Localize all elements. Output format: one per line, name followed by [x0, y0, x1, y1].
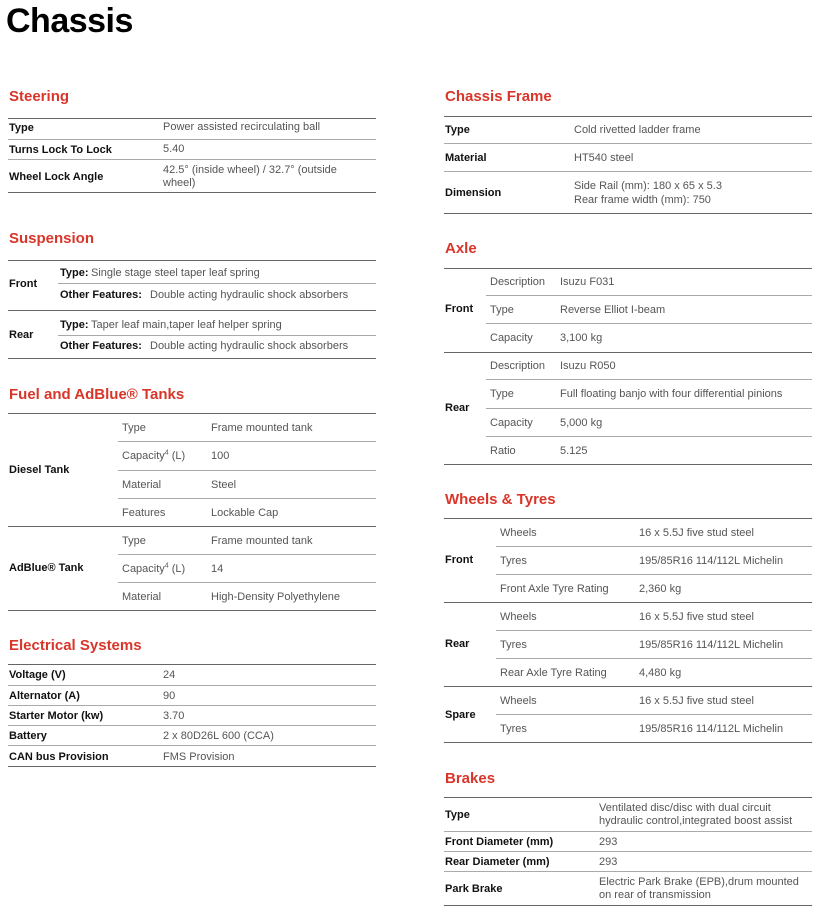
diesel-material-value: Steel: [211, 479, 237, 491]
divider: [444, 686, 812, 687]
divider: [118, 441, 376, 442]
steering-type-label: Type: [9, 122, 34, 134]
wheels-rear-label: Rear: [445, 638, 470, 650]
suspension-heading: Suspension: [9, 230, 95, 247]
adblue-type-value: Frame mounted tank: [211, 535, 313, 547]
axle-front-label: Front: [445, 303, 474, 315]
front-tyre-rating-value: 2,360 kg: [639, 583, 682, 595]
rear-tyres-label: Tyres: [500, 639, 527, 651]
axle-front-desc-label: Description: [490, 276, 546, 288]
divider: [58, 283, 376, 284]
divider: [444, 742, 812, 743]
starter-motor-value: 3.70: [163, 710, 185, 722]
brakes-heading: Brakes: [445, 770, 496, 787]
steering-heading: Steering: [9, 88, 70, 105]
wheels-spare-label: Spare: [445, 709, 476, 721]
divider: [444, 213, 812, 214]
suspension-front-type-value: Single stage steel taper leaf spring: [91, 267, 260, 279]
divider: [118, 470, 376, 471]
axle-rear-capacity-value: 5,000 kg: [560, 417, 603, 429]
can-bus-label: CAN bus Provision: [9, 751, 109, 763]
divider: [444, 871, 812, 872]
divider: [8, 705, 376, 706]
suspension-front-label: Front: [9, 278, 38, 290]
divider: [8, 766, 376, 767]
divider: [8, 685, 376, 686]
park-brake-label: Park Brake: [445, 883, 503, 895]
battery-label: Battery: [9, 730, 47, 742]
diesel-type-label: Type: [122, 422, 146, 434]
suspension-front-other-label: Other Features:: [60, 289, 142, 301]
frame-dimension-label: Dimension: [445, 187, 502, 199]
diesel-features-value: Lockable Cap: [211, 507, 279, 519]
divider: [496, 574, 812, 575]
divider: [8, 610, 376, 611]
divider: [8, 159, 376, 160]
adblue-capacity-value: 14: [211, 563, 224, 575]
axle-rear-capacity-label: Capacity: [490, 417, 533, 429]
axle-heading: Axle: [445, 240, 477, 257]
divider: [58, 335, 376, 336]
front-diameter-label: Front Diameter (mm): [445, 836, 554, 848]
front-tyres-value: 195/85R16 114/112L Michelin: [639, 555, 784, 567]
divider: [8, 745, 376, 746]
frame-heading: Chassis Frame: [445, 88, 552, 105]
axle-rear-type-value: Full floating banjo with four differential pinions: [560, 388, 783, 400]
can-bus-value: FMS Provision: [163, 751, 235, 763]
front-wheels-value: 16 x 5.5J five stud steel: [639, 527, 754, 539]
divider: [444, 602, 812, 603]
divider: [8, 310, 376, 311]
brakes-type-label: Type: [445, 809, 470, 821]
front-tyre-rating-label: Front Axle Tyre Rating: [500, 583, 609, 595]
divider: [444, 831, 812, 832]
divider: [444, 116, 812, 117]
starter-motor-label: Starter Motor (kw): [9, 710, 104, 722]
brakes-type-value: Ventilated disc/disc with dual circuit hydraulic control,integrated boost assist: [599, 802, 793, 827]
axle-rear-type-label: Type: [490, 388, 514, 400]
rear-wheels-value: 16 x 5.5J five stud steel: [639, 611, 754, 623]
divider: [444, 143, 812, 144]
suspension-rear-type-value: Taper leaf main,taper leaf helper spring: [91, 319, 282, 331]
rear-wheels-label: Wheels: [500, 611, 537, 623]
divider: [8, 139, 376, 140]
adblue-material-value: High-Density Polyethylene: [211, 591, 341, 603]
steering-turns-label: Turns Lock To Lock: [9, 144, 112, 156]
divider: [8, 358, 376, 359]
suspension-rear-other-label: Other Features:: [60, 340, 142, 352]
steering-angle-label: Wheel Lock Angle: [9, 171, 104, 183]
divider: [8, 192, 376, 193]
divider: [444, 171, 812, 172]
divider: [444, 268, 812, 269]
steering-type-value: Power assisted recirculating ball: [163, 121, 321, 133]
diesel-tank-label: Diesel Tank: [9, 464, 70, 476]
divider: [444, 352, 812, 353]
steering-turns-value: 5.40: [163, 143, 185, 155]
divider: [118, 554, 376, 555]
axle-rear-ratio-label: Ratio: [490, 445, 516, 457]
front-tyres-label: Tyres: [500, 555, 527, 567]
divider: [8, 725, 376, 726]
axle-front-desc-value: Isuzu F031: [560, 276, 615, 288]
front-wheels-label: Wheels: [500, 527, 537, 539]
divider: [8, 526, 376, 527]
frame-material-label: Material: [445, 152, 487, 164]
divider: [486, 408, 812, 409]
spare-wheels-label: Wheels: [500, 695, 537, 707]
suspension-rear-other-value: Double acting hydraulic shock absorbers: [150, 340, 349, 352]
diesel-capacity-label: Capacity$^4$ (L): [122, 449, 186, 462]
wheels-heading: Wheels & Tyres: [445, 491, 556, 508]
frame-type-value: Cold rivetted ladder frame: [574, 124, 701, 136]
diesel-features-label: Features: [122, 507, 166, 519]
page-title: Chassis: [6, 2, 133, 40]
divider: [8, 664, 376, 665]
divider: [444, 518, 812, 519]
axle-front-type-value: Reverse Elliot I-beam: [560, 304, 666, 316]
divider: [486, 295, 812, 296]
adblue-type-label: Type: [122, 535, 146, 547]
spare-wheels-value: 16 x 5.5J five stud steel: [639, 695, 754, 707]
spare-tyres-label: Tyres: [500, 723, 527, 735]
suspension-front-other-value: Double acting hydraulic shock absorbers: [150, 289, 349, 301]
frame-dimension-value: Side Rail (mm): 180 x 65 x 5.3: [574, 180, 722, 192]
suspension-rear-type-label: Type:: [60, 319, 89, 331]
alternator-label: Alternator (A): [9, 690, 80, 702]
frame-dimension-value-2: Rear frame width (mm): 750: [574, 194, 711, 206]
rear-diameter-value: 293: [599, 856, 618, 868]
diesel-material-label: Material: [122, 479, 162, 491]
axle-rear-desc-label: Description: [490, 360, 546, 372]
divider: [496, 658, 812, 659]
divider: [496, 714, 812, 715]
park-brake-value: Electric Park Brake (EPB),drum mounted on rear of transmission: [599, 876, 799, 901]
spare-tyres-value: 195/85R16 114/112L Michelin: [639, 723, 784, 735]
divider: [444, 797, 812, 798]
voltage-value: 24: [163, 669, 176, 681]
axle-rear-label: Rear: [445, 402, 470, 414]
divider: [8, 260, 376, 261]
rear-diameter-label: Rear Diameter (mm): [445, 856, 550, 868]
axle-front-capacity-label: Capacity: [490, 332, 533, 344]
divider: [444, 905, 812, 906]
adblue-material-label: Material: [122, 591, 162, 603]
wheels-front-label: Front: [445, 554, 474, 566]
diesel-capacity-value: 100: [211, 450, 230, 462]
suspension-rear-label: Rear: [9, 329, 34, 341]
fuel-heading: Fuel and AdBlue® Tanks: [9, 386, 185, 403]
battery-value: 2 x 80D26L 600 (CCA): [163, 730, 274, 742]
axle-rear-desc-value: Isuzu R050: [560, 360, 616, 372]
adblue-capacity-label: Capacity$^4$ (L): [122, 562, 186, 575]
adblue-tank-label: AdBlue® Tank: [9, 562, 84, 574]
steering-angle-value: 42.5° (inside wheel) / 32.7° (outside wheel): [163, 164, 337, 189]
divider: [486, 436, 812, 437]
divider: [486, 379, 812, 380]
rear-tyre-rating-value: 4,480 kg: [639, 667, 682, 679]
divider: [496, 546, 812, 547]
frame-type-label: Type: [445, 124, 470, 136]
suspension-front-type-label: Type:: [60, 267, 89, 279]
divider: [118, 582, 376, 583]
divider: [118, 498, 376, 499]
voltage-label: Voltage (V): [9, 669, 66, 681]
divider: [444, 851, 812, 852]
front-diameter-value: 293: [599, 836, 618, 848]
diesel-type-value: Frame mounted tank: [211, 422, 313, 434]
divider: [486, 323, 812, 324]
electrical-heading: Electrical Systems: [9, 637, 142, 654]
axle-front-capacity-value: 3,100 kg: [560, 332, 603, 344]
divider: [8, 413, 376, 414]
alternator-value: 90: [163, 690, 176, 702]
axle-rear-ratio-value: 5.125: [560, 445, 588, 457]
divider: [444, 464, 812, 465]
rear-tyres-value: 195/85R16 114/112L Michelin: [639, 639, 784, 651]
frame-material-value: HT540 steel: [574, 152, 634, 164]
divider: [496, 630, 812, 631]
divider: [8, 118, 376, 119]
rear-tyre-rating-label: Rear Axle Tyre Rating: [500, 667, 607, 679]
axle-front-type-label: Type: [490, 304, 514, 316]
